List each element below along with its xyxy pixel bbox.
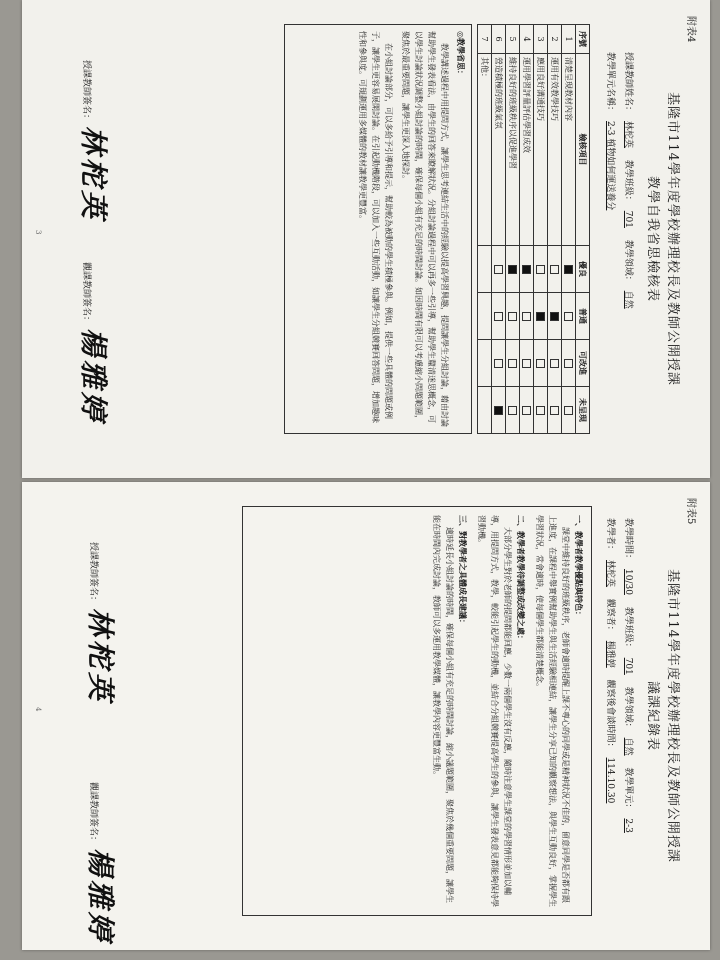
row-item: 其他：	[478, 54, 492, 246]
checklist-table	[477, 24, 590, 434]
teacher-info-row: 授課教師姓名：林柁英 教學班級：701 教學領域：自然	[623, 52, 636, 315]
rating-cell	[506, 293, 520, 340]
reflection-paragraph-1: 教學講述過程中用提問方式，讓學生思考連結生活中的經驗以提高學習興趣，提問讓學生分組討論，藉由討論幫助學生發表看法，由學生的回答來瞭解狀況。分組討論過程中可以再多一些引導，幫助學生釐清迷思概念，可以學生討論狀況調整小組討論的時間，確保每個小組有充足的時間討論。如因時間有限可以考慮縮小問題範圍，聚焦於最重要問題，讓學生更深入地探討。	[401, 31, 449, 427]
checklist-row	[520, 25, 534, 434]
checklist-row	[506, 25, 520, 434]
rating-cell	[534, 246, 548, 293]
discussion-record-box	[242, 506, 592, 916]
observer-signature-block: 觀課教師簽名： 楊雅婷	[84, 782, 117, 944]
row-item: 運用有效教學技巧	[548, 54, 562, 246]
teacher-signature-block: 授課教師簽名： 林柁英	[84, 542, 117, 704]
page-number: 4	[34, 707, 42, 712]
unchecked-box[interactable]	[564, 359, 573, 368]
rating-cell	[478, 246, 492, 293]
rating-cell	[492, 387, 506, 434]
row-item: 清楚呈現教材內容	[562, 54, 576, 246]
rating-cell	[548, 340, 562, 387]
meeting-time: 114.10.30	[605, 757, 615, 804]
unchecked-box[interactable]	[494, 359, 503, 368]
unchecked-box[interactable]	[550, 265, 559, 274]
row-number: 3	[534, 25, 548, 54]
reflection-box	[284, 24, 472, 434]
page-subtitle: 議課紀錄表	[645, 680, 660, 751]
rating-cell	[520, 246, 534, 293]
unchecked-box[interactable]	[550, 359, 559, 368]
page-number: 3	[34, 230, 42, 235]
rating-cell	[534, 293, 548, 340]
row-number: 7	[478, 25, 492, 54]
checklist-row	[562, 25, 576, 434]
row-item: 運用學習評量評估學習成效	[520, 54, 534, 246]
checklist-row	[548, 25, 562, 434]
unchecked-box[interactable]	[522, 406, 531, 415]
header-excellent: 優良	[576, 246, 590, 293]
discussion-page-rotated	[22, 482, 710, 950]
teacher-signature-block: 授課教師簽名： 林柁英	[77, 60, 110, 222]
field-value: 自然	[623, 737, 633, 756]
row-number: 5	[506, 25, 520, 54]
rating-cell	[506, 246, 520, 293]
unit-value: 2-3	[623, 818, 633, 833]
checked-box[interactable]	[522, 265, 531, 274]
rating-cell	[534, 340, 548, 387]
unchecked-box[interactable]	[522, 359, 531, 368]
checklist-row	[534, 25, 548, 434]
unchecked-box[interactable]	[536, 359, 545, 368]
checklist-body	[478, 25, 576, 434]
rating-cell	[492, 246, 506, 293]
unchecked-box[interactable]	[550, 406, 559, 415]
page-subtitle: 教學自我省思檢核表	[645, 175, 660, 302]
rating-cell	[520, 293, 534, 340]
class-value: 701	[623, 210, 633, 228]
row-number: 2	[548, 25, 562, 54]
rating-cell	[520, 387, 534, 434]
checklist-page-rotated	[22, 0, 710, 478]
checked-box[interactable]	[564, 265, 573, 274]
rating-cell	[506, 387, 520, 434]
rating-cell	[562, 293, 576, 340]
time-value: 10/30	[623, 569, 633, 595]
section-suggestions: 三、對教學者之具體成長建議： 適時延長小組討論的時間，確保每個小組有充足的時間討論，縮小議題範圍，聚焦於幾個重要問題，讓學生能在時間內完成討論，教師可以多運用教學媒體，讓教學內容更豐富生動。	[432, 515, 468, 903]
rating-cell	[562, 340, 576, 387]
page-title: 基隆市114學年度學校辦理校長及教師公開授課	[665, 92, 680, 386]
rating-cell	[548, 387, 562, 434]
rating-cell	[534, 387, 548, 434]
class-value: 701	[623, 657, 633, 675]
rating-cell	[478, 387, 492, 434]
rating-cell	[492, 293, 506, 340]
rating-cell	[506, 340, 520, 387]
rating-cell	[492, 340, 506, 387]
unchecked-box[interactable]	[494, 265, 503, 274]
rating-cell	[520, 340, 534, 387]
row-number: 6	[492, 25, 506, 54]
unchecked-box[interactable]	[494, 312, 503, 321]
rating-cell	[562, 246, 576, 293]
field-value: 自然	[623, 290, 633, 309]
row-item: 應用良好溝通技巧	[534, 54, 548, 246]
teacher-signature: 林柁英	[84, 607, 117, 704]
reflection-heading: ◎教學省思：	[456, 31, 466, 78]
header-no: 序號	[576, 25, 590, 54]
checklist-sheet	[22, 0, 710, 478]
observer-signature: 楊雅婷	[77, 327, 110, 424]
observer-name: 楊雅婷	[605, 640, 615, 668]
observer-signature: 楊雅婷	[84, 847, 117, 944]
checklist-header-row	[576, 25, 590, 434]
header-absent: 未呈現	[576, 387, 590, 434]
unchecked-box[interactable]	[508, 359, 517, 368]
time-info-row: 教學時間：10/30 教學班級：701 教學領域：自然 教學單元：2-3	[623, 518, 636, 839]
header-item: 檢核項目	[576, 54, 590, 246]
section-strengths: 一、教學者教學優點與特色： 課堂中維持良好的班級秩序，老師會適時提醒上課不專心的同學或是精神狀況不佳的，留意同學是否都有跟上進度，在課程中舉實例幫助學生與生活經驗相連結，讓學生分享已知的觀察想法，與學生互動良好，掌握學生學習狀況，常會適時，使每個學生都能清楚概念。	[535, 515, 584, 907]
row-number: 4	[520, 25, 534, 54]
unchecked-box[interactable]	[536, 265, 545, 274]
reflection-paragraph-2: 在小組討論部分，可以多給予引導和提示，幫助較為被動的學生積極參與。例如，提供一些具體的問題或例子，讓學生更容易展開討論。在引起動機階段，可以加入一些互動活動，如讓學生分組競賽回答問題，增加趣味性和參與度。可規劃運用多媒體的教材讓教學更豐富。	[358, 31, 393, 423]
annex-label: 附表5	[685, 498, 696, 525]
people-info-row: 教學者：林柁英 觀察者：楊雅婷 觀察後會談時間：114.10.30	[605, 518, 618, 809]
row-item: 維持良好的班級秩序以促進學習	[506, 54, 520, 246]
rating-cell	[478, 293, 492, 340]
annex-label: 附表4	[685, 16, 696, 43]
rating-cell	[562, 387, 576, 434]
section-adjustments: 二、教學者教學待調整或改變之處： 大部分學生對於老師的提問都能回應，少數一兩個學生沒有反應，隨時注意學生課堂的學習情形並加以輔導，用提問方式，教學，較能引起學生的動機，並結合分組競賽提高學生的參與，讓學生發表意見都能夠保持學習動機。	[477, 515, 526, 907]
rating-cell	[548, 246, 562, 293]
unchecked-box[interactable]	[564, 406, 573, 415]
checked-box[interactable]	[508, 265, 517, 274]
page-title: 基隆市114學年度學校辦理校長及教師公開授課	[665, 569, 680, 863]
observer-signature-block: 觀課教師簽名： 楊雅婷	[77, 262, 110, 424]
unchecked-box[interactable]	[508, 312, 517, 321]
unchecked-box[interactable]	[522, 312, 531, 321]
checked-box[interactable]	[494, 406, 503, 415]
unchecked-box[interactable]	[536, 406, 545, 415]
checked-box[interactable]	[536, 312, 545, 321]
checked-box[interactable]	[550, 312, 559, 321]
row-number: 1	[562, 25, 576, 54]
rating-cell	[478, 340, 492, 387]
unchecked-box[interactable]	[508, 406, 517, 415]
teacher-name: 林柁英	[605, 560, 615, 588]
rating-cell	[548, 293, 562, 340]
teacher-name: 林柁英	[623, 121, 633, 149]
discussion-sheet	[22, 482, 710, 950]
header-average: 普通	[576, 293, 590, 340]
unit-value: 2-3 植物如何運送養分	[605, 121, 615, 211]
teacher-signature: 林柁英	[77, 125, 110, 222]
unchecked-box[interactable]	[564, 312, 573, 321]
row-item: 營造積極的班級氣氛	[492, 54, 506, 246]
checklist-row	[478, 25, 492, 434]
header-improve: 可改進	[576, 340, 590, 387]
unit-info-row: 教學單元名稱：2-3 植物如何運送養分	[605, 52, 618, 216]
checklist-row	[492, 25, 506, 434]
